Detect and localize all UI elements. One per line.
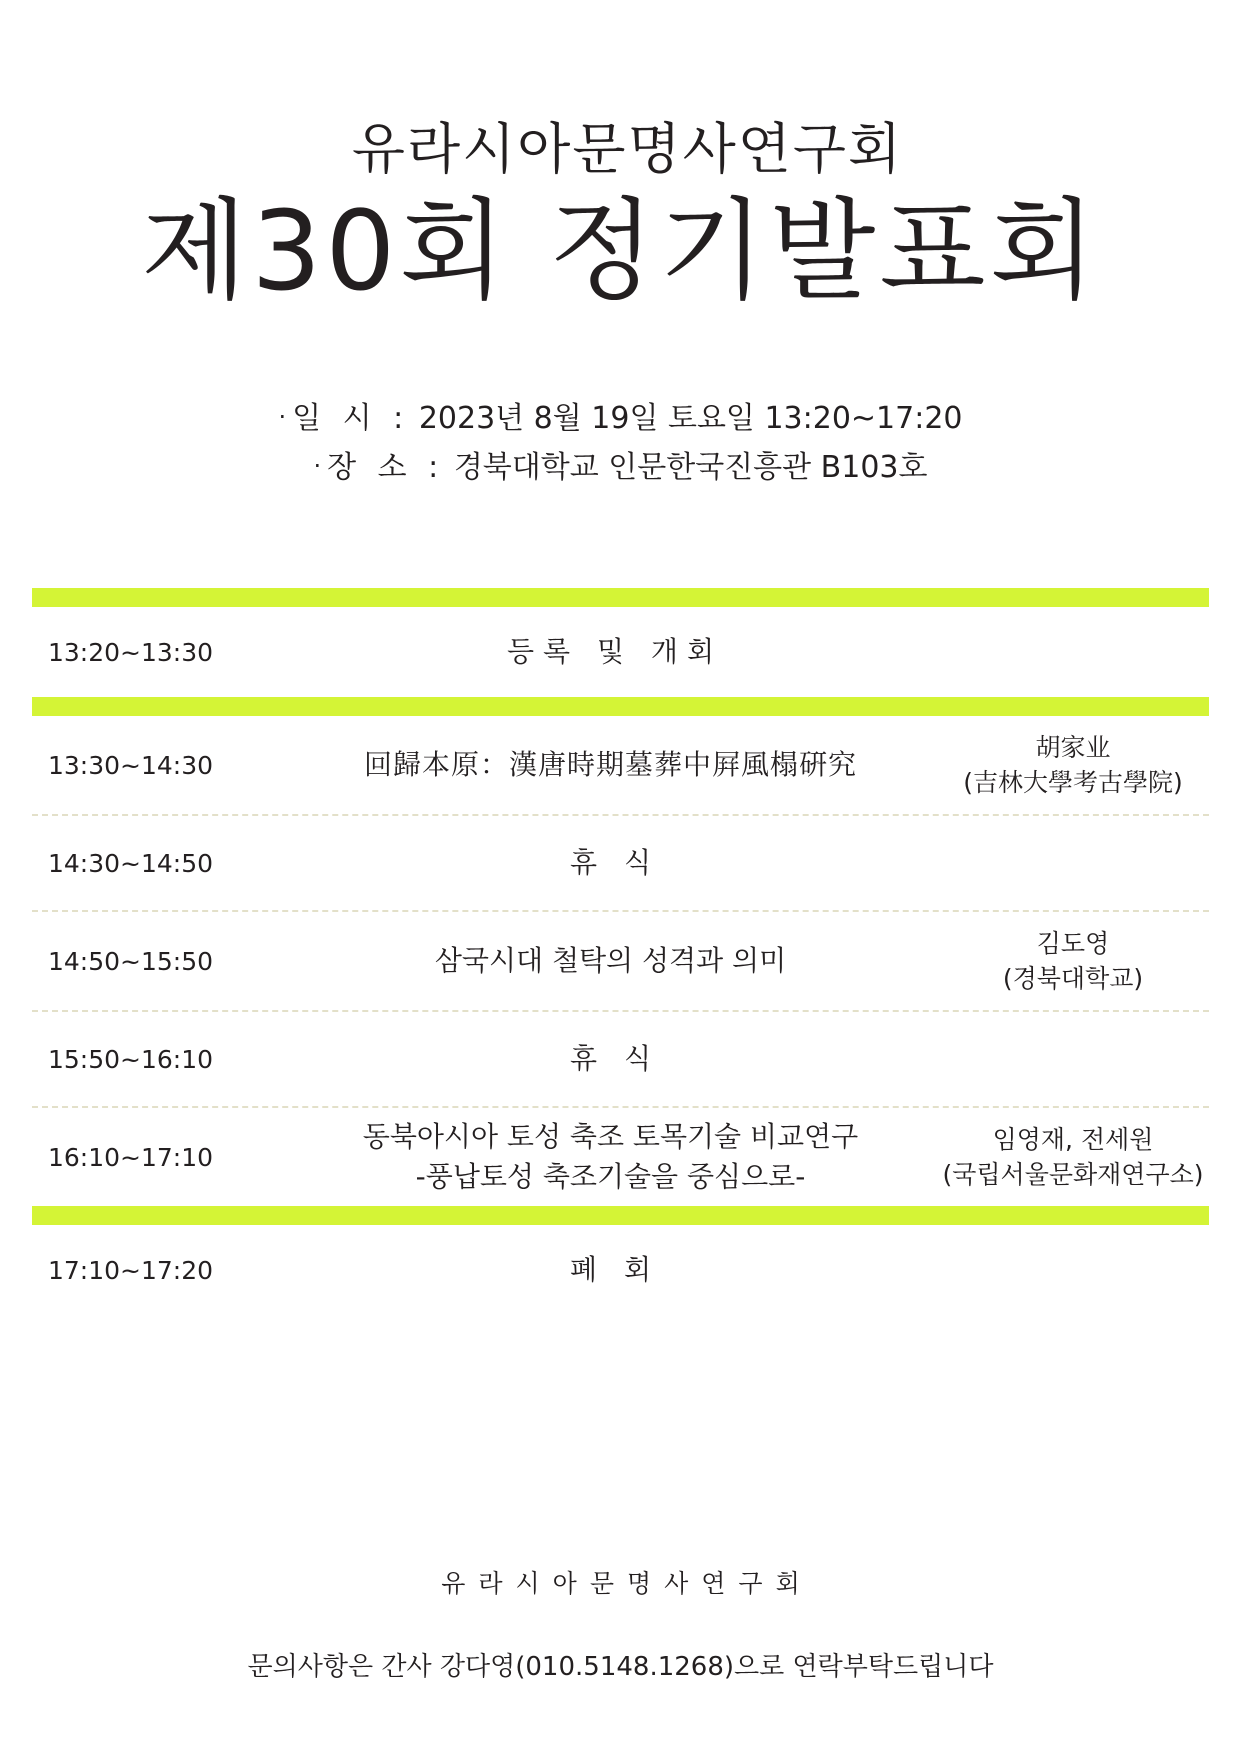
event-place-value: 경북대학교 인문한국진흥관 B103호 (453, 449, 928, 485)
speaker-affiliation: (국립서울문화재연구소) (942, 1160, 1204, 1190)
row-title-text: 휴 식 (570, 1042, 660, 1076)
row-title (282, 1250, 939, 1290)
event-date-label: 일 시 : (292, 401, 410, 437)
footer-contact: 문의사항은 간사 강다영(010.5148.1268)으로 연락부탁드립니다 (247, 1652, 994, 1682)
row-title-text: 폐 회 (570, 1253, 660, 1287)
page-title: 제30회 정기발표회 (141, 187, 1100, 316)
table-row (32, 1012, 1209, 1106)
row-time: 14:30~14:50 (48, 848, 214, 878)
table-row (32, 607, 1209, 697)
table-row (32, 816, 1209, 910)
event-place-label: 장 소 : (327, 449, 445, 485)
row-time: 13:30~14:30 (48, 750, 214, 780)
accent-bar-mid (32, 697, 1209, 716)
speaker-affiliation: (吉林大學考古學院) (963, 768, 1183, 798)
bullet-icon: · (313, 451, 322, 480)
row-title (282, 1117, 939, 1197)
accent-bar-top (32, 588, 1209, 607)
poster-header (0, 0, 1241, 317)
row-title-text: 동북아시아 토성 축조 토목기술 비교연구 (362, 1120, 859, 1154)
speaker-affiliation: (경북대학교) (1002, 964, 1144, 994)
row-speaker (939, 1122, 1209, 1193)
poster-footer (0, 1564, 1241, 1683)
event-date-value: 2023년 8월 19일 토요일 13:20~17:20 (418, 401, 963, 437)
row-title-text: 휴 식 (570, 846, 660, 880)
row-title-text: 삼국시대 철탁의 성격과 의미 (434, 944, 787, 978)
row-title (282, 941, 939, 981)
row-title (282, 632, 939, 672)
row-speaker (939, 730, 1209, 801)
speaker-name: 임영재, 전세원 (992, 1124, 1154, 1154)
row-title-text: 回歸本原：漢唐時期墓葬中屛風榻硏究 (363, 748, 857, 782)
program-table (0, 588, 1241, 1315)
organization-name: 유라시아문명사연구회 (351, 117, 904, 181)
row-time: 17:10~17:20 (48, 1255, 214, 1285)
row-title (282, 745, 939, 785)
table-row (32, 716, 1209, 814)
row-time: 14:50~15:50 (48, 946, 214, 976)
event-info (0, 395, 1241, 492)
event-place-row (0, 444, 1241, 493)
footer-organization: 유라시아문명사연구회 (441, 1569, 813, 1598)
row-title-text: 등록 및 개회 (506, 635, 724, 669)
table-row (32, 1225, 1209, 1315)
row-time: 13:20~13:30 (48, 637, 214, 667)
row-title (282, 1039, 939, 1079)
speaker-name: 김도영 (1036, 928, 1110, 958)
row-speaker (939, 926, 1209, 997)
row-time: 15:50~16:10 (48, 1044, 214, 1074)
row-subtitle-text: -풍납토성 축조기술을 중심으로- (415, 1160, 806, 1194)
table-row (32, 1108, 1209, 1206)
row-time: 16:10~17:10 (48, 1142, 214, 1172)
table-row (32, 912, 1209, 1010)
row-title (282, 843, 939, 883)
accent-bar-bottom (32, 1206, 1209, 1225)
speaker-name: 胡家业 (1035, 732, 1111, 762)
event-date-row (0, 395, 1241, 444)
bullet-icon: · (278, 403, 287, 432)
